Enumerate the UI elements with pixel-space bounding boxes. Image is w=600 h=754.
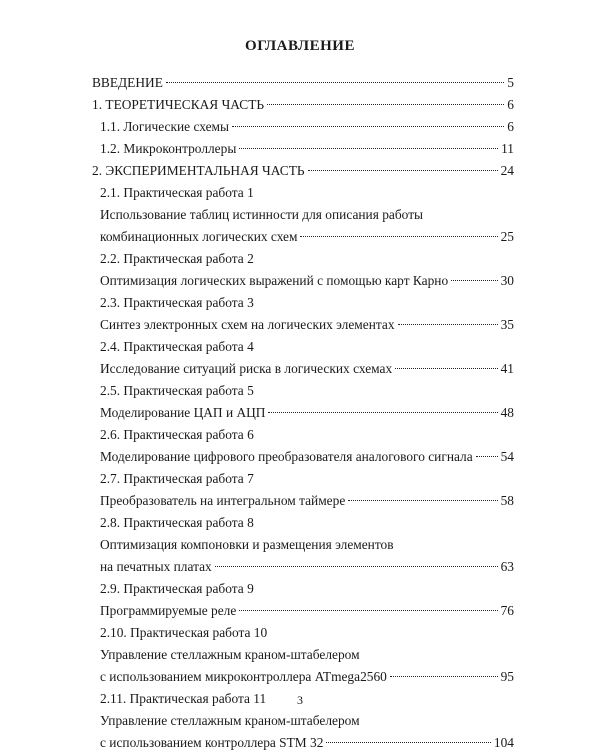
dot-leader <box>348 500 497 501</box>
dot-leader <box>268 412 497 413</box>
dot-leader <box>300 236 497 237</box>
toc-title-line: Использование таблиц истинности для описания работы <box>100 207 424 222</box>
toc-section-2-1[interactable]: 2.1. Практическая работа 1 <box>100 185 254 200</box>
toc-section-2-2[interactable]: 2.2. Практическая работа 2 <box>100 251 254 266</box>
toc-section-2-11[interactable]: 2.11. Практическая работа 11 <box>100 691 267 706</box>
toc-entry-text: Исследование ситуаций риска в логических схемах <box>100 361 393 376</box>
toc-entry-1-1[interactable] <box>92 116 514 138</box>
toc-section-2-5[interactable]: 2.5. Практическая работа 5 <box>100 383 254 398</box>
dot-leader <box>166 82 504 83</box>
toc-section-2-6[interactable]: 2.6. Практическая работа 6 <box>100 427 254 442</box>
toc-entry-page: 76 <box>500 603 514 618</box>
toc-entry-text: с использованием контроллера STM 32 <box>100 735 324 750</box>
toc-entry-page: 6 <box>507 97 514 112</box>
toc-entry-2-3[interactable] <box>92 314 514 336</box>
toc-entry-text: на печатных платах <box>100 559 212 574</box>
toc-entry-page: 35 <box>500 317 514 332</box>
dot-leader <box>326 742 490 743</box>
toc-entry-part-2[interactable] <box>92 160 514 182</box>
toc-entry-text: 2. ЭКСПЕРИМЕНТАЛЬНАЯ ЧАСТЬ <box>92 163 305 178</box>
dot-leader <box>476 456 498 457</box>
toc-entry-page: 63 <box>500 559 514 574</box>
toc-entry-introduction[interactable] <box>92 72 514 94</box>
toc-title-line: Оптимизация компоновки и размещения элементов <box>100 537 394 552</box>
toc-entry-text: комбинационных логических схем <box>100 229 298 244</box>
toc-entry-2-7[interactable] <box>92 490 514 512</box>
toc-entry-text: Синтез электронных схем на логических элементах <box>100 317 395 332</box>
toc-section-2-7[interactable]: 2.7. Практическая работа 7 <box>100 471 254 486</box>
toc-entry-text: с использованием микроконтроллера ATmega2560 <box>100 669 387 684</box>
toc-entry-text: Моделирование цифрового преобразователя аналогового сигнала <box>100 449 473 464</box>
toc-entry-2-9[interactable] <box>92 600 514 622</box>
toc-title-line: Управление стеллажным краном-штабелером <box>100 713 360 728</box>
toc-entry-page: 30 <box>500 273 514 288</box>
toc-entry-2-8[interactable] <box>92 556 514 578</box>
toc-entry-text: 1.1. Логические схемы <box>100 119 229 134</box>
toc-entry-1-2[interactable] <box>92 138 514 160</box>
toc-entry-text: Оптимизация логических выражений с помощью карт Карно <box>100 273 449 288</box>
toc-entry-part-1[interactable] <box>92 94 514 116</box>
toc-entry-page: 58 <box>500 493 514 508</box>
toc-entry-2-2[interactable] <box>92 270 514 292</box>
toc-entry-page: 41 <box>500 361 514 376</box>
table-of-contents <box>92 72 514 754</box>
dot-leader <box>267 104 504 105</box>
toc-section-2-10[interactable]: 2.10. Практическая работа 10 <box>100 625 268 640</box>
toc-entry-page: 6 <box>507 119 514 134</box>
toc-entry-text: Преобразователь на интегральном таймере <box>100 493 346 508</box>
dot-leader <box>232 126 504 127</box>
toc-entry-2-4[interactable] <box>92 358 514 380</box>
toc-entry-2-5[interactable] <box>92 402 514 424</box>
dot-leader <box>398 324 498 325</box>
dot-leader <box>395 368 497 369</box>
toc-entry-2-6[interactable] <box>92 446 514 468</box>
dot-leader <box>308 170 498 171</box>
dot-leader <box>390 676 498 677</box>
toc-entry-text: 1.2. Микроконтроллеры <box>100 141 237 156</box>
toc-entry-page: 11 <box>501 141 514 156</box>
toc-title-line: Управление стеллажным краном-штабелером <box>100 647 360 662</box>
dot-leader <box>215 566 498 567</box>
toc-entry-2-10[interactable] <box>92 666 514 688</box>
toc-entry-text: Моделирование ЦАП и АЦП <box>100 405 266 420</box>
page-title: ОГЛАВЛЕНИЕ <box>245 38 355 54</box>
toc-section-2-3[interactable]: 2.3. Практическая работа 3 <box>100 295 254 310</box>
toc-entry-2-11[interactable] <box>92 732 514 754</box>
toc-entry-text: ВВЕДЕНИЕ <box>92 75 163 90</box>
toc-entry-page: 24 <box>500 163 514 178</box>
toc-entry-page: 5 <box>507 75 514 90</box>
toc-entry-2-1[interactable] <box>92 226 514 248</box>
toc-entry-text: Программируемые реле <box>100 603 237 618</box>
toc-section-2-9[interactable]: 2.9. Практическая работа 9 <box>100 581 254 596</box>
toc-entry-text: 1. ТЕОРЕТИЧЕСКАЯ ЧАСТЬ <box>92 97 265 112</box>
toc-entry-page: 104 <box>493 735 514 750</box>
dot-leader <box>451 280 497 281</box>
page-number: 3 <box>297 693 303 707</box>
toc-entry-page: 25 <box>500 229 514 244</box>
toc-entry-page: 48 <box>500 405 514 420</box>
dot-leader <box>239 610 497 611</box>
toc-section-2-4[interactable]: 2.4. Практическая работа 4 <box>100 339 254 354</box>
toc-entry-page: 54 <box>500 449 514 464</box>
toc-entry-page: 95 <box>500 669 514 684</box>
toc-section-2-8[interactable]: 2.8. Практическая работа 8 <box>100 515 254 530</box>
dot-leader <box>239 148 498 149</box>
